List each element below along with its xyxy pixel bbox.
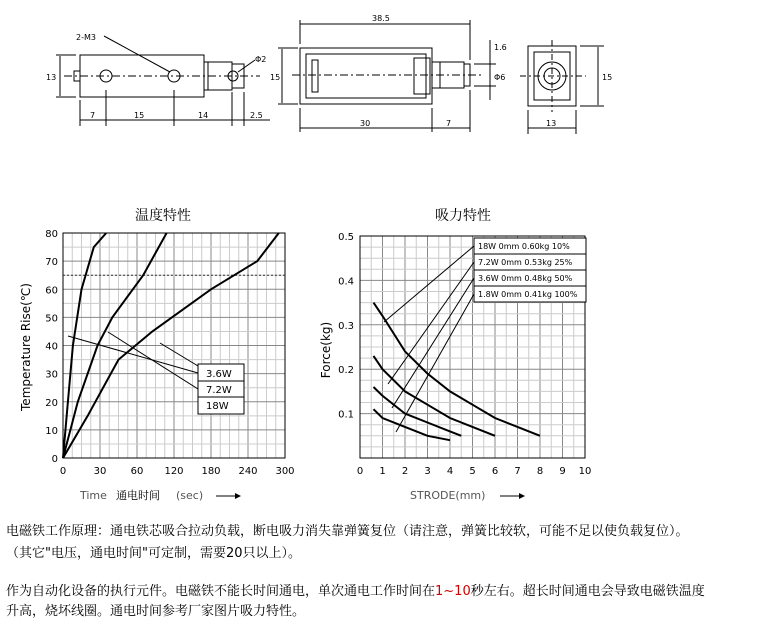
force-series: [374, 303, 541, 441]
height-label: 13: [46, 73, 57, 82]
description-line-3b: 秒左右。超长时间通电会导致电磁铁温度: [470, 584, 705, 599]
force-y-tick: 0.2: [338, 365, 354, 377]
force-y-tick: 0.3: [338, 320, 354, 332]
force-legend-7.2w: 7.2W 0mm 0.53kg 25%: [478, 258, 573, 267]
description-line-3: [6, 582, 705, 602]
temp-y-tick: 40: [45, 341, 58, 353]
temp-y-tick: 70: [45, 257, 58, 269]
temp-y-tick: 30: [45, 369, 58, 381]
force-x-tick: 4: [446, 466, 454, 477]
force-x-tick: 3: [424, 466, 431, 477]
temp-y-tick: 10: [45, 425, 58, 437]
force-x-tick: 10: [578, 466, 592, 477]
description-highlight: 1~10: [435, 584, 471, 599]
temp-x-tick: 60: [130, 466, 144, 477]
temp-xlabel-en: Time: [80, 489, 107, 502]
force-x-tick: 6: [491, 466, 499, 477]
temp-x-tick: 30: [93, 466, 107, 477]
force-legend-1.8w: 1.8W 0mm 0.41kg 100%: [478, 290, 578, 299]
front-view-drawing: [278, 20, 496, 132]
temp-grid: [63, 233, 285, 458]
force-y-tick: 0.1: [338, 409, 354, 421]
force-chart-title: 吸力特性: [435, 208, 491, 224]
temp-y-tick: 50: [45, 313, 58, 325]
temp-legend-7.2w: 7.2W: [206, 385, 232, 396]
force-y-tick: 0.4: [338, 276, 354, 288]
description-line-3a: 作为自动化设备的执行元件。电磁铁不能长时间通电，单次通电工作时间在: [6, 584, 436, 599]
stem-label: 1.6: [494, 43, 507, 52]
temp-x-tick: 0: [59, 466, 67, 477]
description-line-2: （其它"电压，通电时间"可定制，需要20只以上）。: [6, 546, 302, 561]
temp-x-tick: 180: [201, 466, 221, 477]
end-view-drawing: [520, 40, 604, 134]
force-chart: [319, 207, 591, 502]
force-legend-3.6w: 3.6W 0mm 0.48kg 50%: [478, 274, 573, 283]
temp-x-tick: 300: [275, 466, 295, 477]
force-x-tick: 7: [514, 466, 521, 477]
shaft-label: Φ6: [494, 73, 506, 82]
force-x-tick: 0: [356, 466, 364, 477]
dim-14-label: 14: [198, 111, 209, 120]
temp-x-tick: 120: [164, 466, 184, 477]
force-x-tick: 5: [469, 466, 476, 477]
force-x-tick: 2: [401, 466, 409, 477]
end-width-label: 13: [546, 119, 557, 128]
temp-x-tick: 240: [238, 466, 258, 477]
front-height-label: 15: [270, 73, 281, 82]
temp-y-tick: 20: [45, 397, 58, 409]
temp-legend-18w: 18W: [206, 401, 229, 412]
length-label: 38.5: [372, 14, 390, 23]
thread-label: 2-M3: [76, 33, 96, 42]
description-line-4: 升高，烧坏线圈。通电时间参考厂家图片吸力特性。: [6, 604, 306, 619]
temp-xlabel-cn: 通电时间: [116, 489, 160, 502]
body-length-label: 30: [360, 119, 371, 128]
force-ylabel: Force(kg): [319, 321, 333, 379]
force-y-tick: 0.5: [338, 232, 354, 243]
force-x-tick: 9: [559, 466, 566, 477]
temperature-chart: [19, 207, 295, 502]
dim-7-label: 7: [90, 111, 96, 120]
force-xlabel: STRODE(mm): [410, 489, 486, 502]
temp-y-tick: 60: [45, 285, 58, 297]
temp-ylabel: Temperature Rise(℃): [19, 283, 33, 411]
temp-y-tick: 80: [45, 229, 58, 240]
force-legend-18w: 18W 0mm 0.60kg 10%: [478, 242, 570, 251]
side-view-drawing: [56, 36, 270, 126]
dim-2.5-label: 2.5: [250, 111, 263, 120]
temp-legend-3.6w: 3.6W: [206, 369, 232, 380]
tail-label: 7: [446, 119, 452, 128]
shaft-dia-label: Φ2: [255, 55, 267, 64]
temp-y-tick: 0: [51, 454, 58, 465]
force-x-tick: 1: [379, 466, 386, 477]
force-x-tick: 8: [536, 466, 544, 477]
force-series-7.2w: [374, 356, 496, 436]
dim-15-label: 15: [134, 111, 145, 120]
temp-chart-title: 温度特性: [135, 208, 191, 224]
description-line-1: 电磁铁工作原理：通电铁芯吸合拉动负载，断电吸力消失靠弹簧复位（请注意，弹簧比较软，可能不足以使负载复位）。: [6, 524, 689, 539]
temp-xlabel-unit: (sec): [176, 489, 204, 502]
end-height-label: 15: [602, 73, 613, 82]
